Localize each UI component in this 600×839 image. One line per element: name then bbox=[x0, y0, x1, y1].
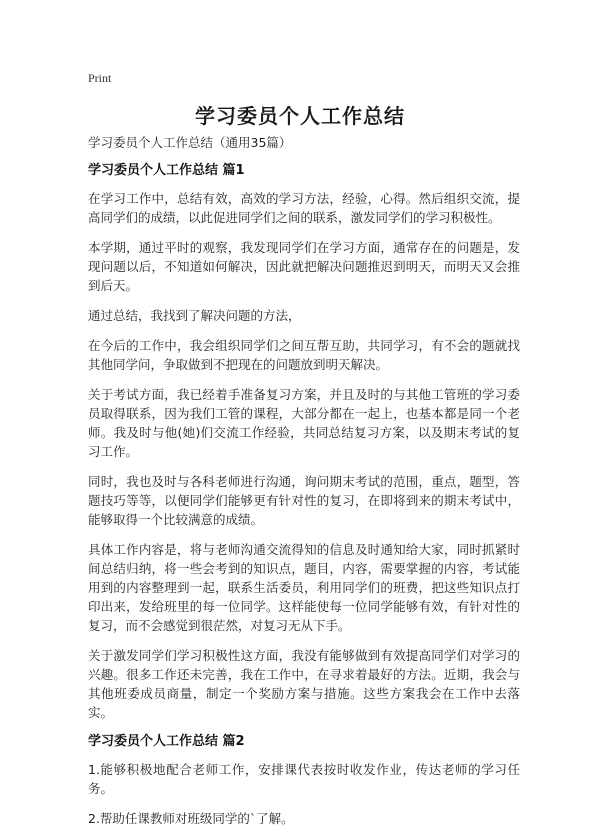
article-body bbox=[88, 134, 520, 839]
paragraph: 关于考试方面，我已经着手准备复习方案，并且及时的与其他工管班的学习委员取得联系，因为我们工管的课程，大部分都在一起上，也基本都是同一个老师。我及时与他(她)们交流工作经验，共同总结复习方案，以及期末考试的复习工作。 bbox=[88, 387, 520, 459]
paragraph: 在学习工作中，总结有效，高效的学习方法，经验，心得。然后组织交流，提高同学们的成绩，以此促进同学们之间的联系，激发同学们的学习积极性。 bbox=[88, 191, 520, 225]
paragraph: 本学期，通过平时的观察，我发现同学们在学习方面，通常存在的问题是，发现问题以后，不知道如何解决，因此就把解决问题推迟到明天，而明天又会推到后天。 bbox=[88, 240, 520, 293]
paragraph: 在今后的工作中，我会组织同学们之间互帮互助，共同学习，有不会的题就找其他同学问，争取做到不把现在的问题放到明天解决。 bbox=[88, 338, 520, 372]
paragraph: 关于激发同学们学习积极性这方面，我没有能够做到有效提高同学们对学习的兴趣。很多工作还未完善，我在工作中，在寻求着最好的方法。近期，我会与其他班委成员商量，制定一个奖励方案与措施。这些方案我会在工作中去落实。 bbox=[88, 648, 520, 720]
paragraph: 通过总结，我找到了解决问题的方法， bbox=[88, 308, 301, 323]
paragraph: 1.能够积极地配合老师工作，安排课代表按时收发作业，传达老师的学习任务。 bbox=[88, 762, 520, 796]
section-heading-2: 学习委员个人工作总结 篇2 bbox=[88, 734, 245, 749]
page-title: 学习委员个人工作总结 bbox=[195, 104, 405, 128]
paragraph: 同时，我也及时与各科老师进行沟通，询问期末考试的范围，重点，题型，答题技巧等等，以便同学们能够更有针对性的复习，在即将到来的期末考试中，能够取得一个比较满意的成绩。 bbox=[88, 474, 520, 527]
print-link[interactable]: Print bbox=[88, 71, 112, 85]
section-heading-1: 学习委员个人工作总结 篇1 bbox=[88, 163, 245, 178]
paragraph: 具体工作内容是，将与老师沟通交流得知的信息及时通知给大家，同时抓紧时间总结归纳，将一些会考到的知识点，题目，内容，需要掌握的内容，考试能用到的内容整理到一起，联系生活委员，利用同学们的班费，把这些知识点打印出来，发给班里的每一位同学。这样能使每一位同学能够有效，有针对性的复习，而不会感觉到很茫然，对复习无从下手。 bbox=[88, 542, 520, 633]
paragraph: 2.帮助任课教师对班级同学的`了解。 bbox=[88, 811, 294, 826]
article-subtitle: 学习委员个人工作总结（通用35篇） bbox=[88, 135, 292, 150]
